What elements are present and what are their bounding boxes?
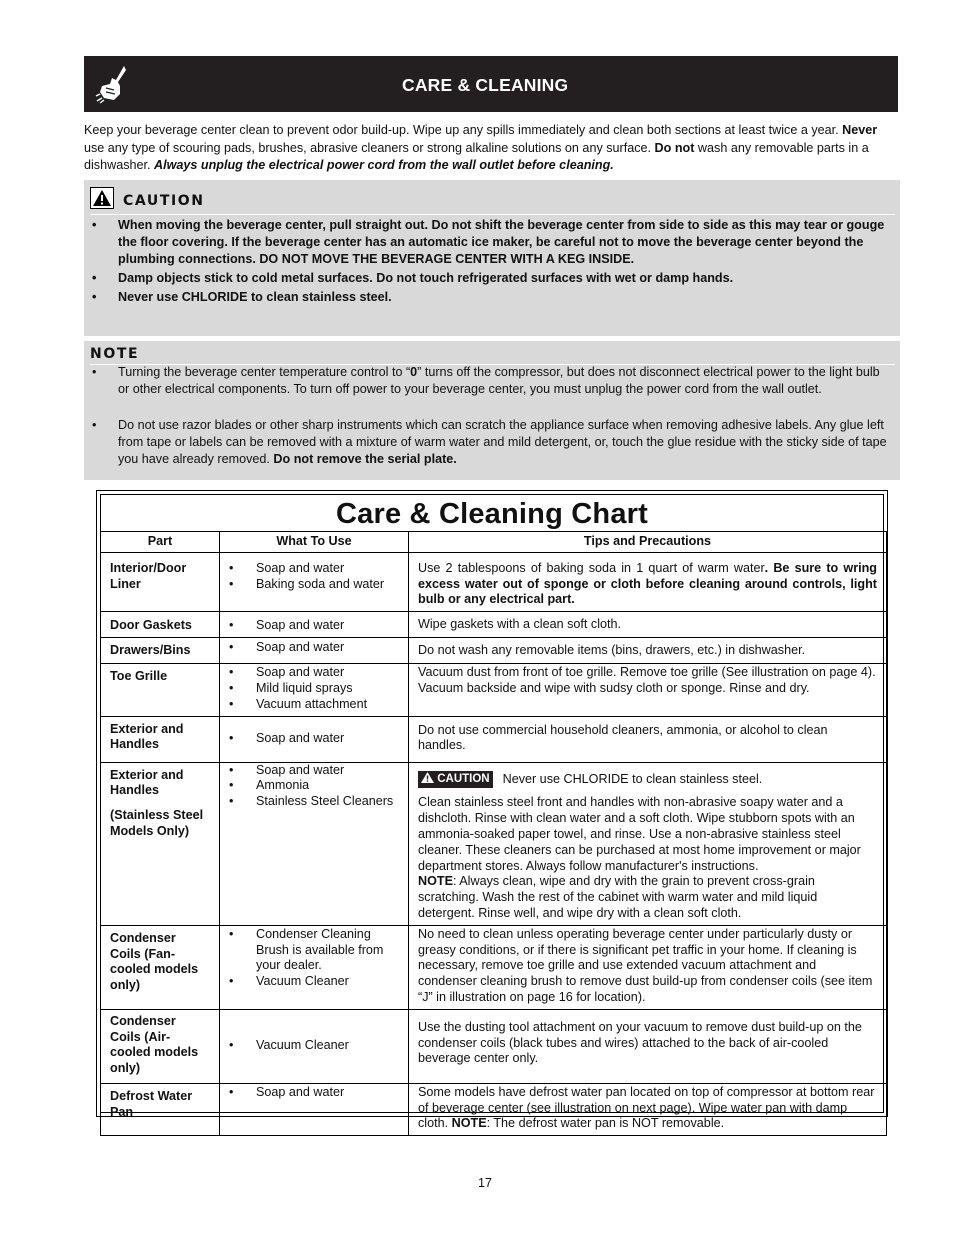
part-cell: Exterior and Handles bbox=[101, 716, 220, 762]
intro-text: use any type of scouring pads, brushes, abrasive cleaners or strong alkaline solutions on any surface. bbox=[84, 140, 655, 155]
use-cell: • Soap and water • Mild liquid sprays • Vacuum attachment bbox=[220, 664, 409, 716]
use-cell: • Soap and water bbox=[220, 716, 409, 762]
tips-cell: Wipe gaskets with a clean soft cloth. bbox=[409, 612, 887, 638]
tips-cell: Do not use commercial household cleaners, ammonia, or alcohol to clean handles. bbox=[409, 716, 887, 762]
table-header-row bbox=[101, 532, 887, 553]
intro-text: wash any removable parts in a dishwasher. bbox=[84, 140, 869, 172]
column-header: Tips and Precautions bbox=[409, 532, 887, 553]
caution-item: • Damp objects stick to cold metal surfaces. Do not touch refrigerated surfaces with wet or damp hands. bbox=[92, 271, 734, 285]
table-row bbox=[101, 1009, 887, 1083]
use-cell: • Soap and water bbox=[220, 1083, 409, 1135]
part-cell: Condenser Coils (Air-cooled models only) bbox=[101, 1009, 220, 1083]
use-cell: • Soap and water • Ammonia • Stainless Steel Cleaners bbox=[220, 762, 409, 925]
note-heading bbox=[90, 344, 895, 365]
section-header bbox=[84, 56, 898, 112]
caution-badge: CAUTION bbox=[418, 771, 493, 789]
caution-item: • Never use CHLORIDE to clean stainless steel. bbox=[92, 290, 392, 304]
caution-label: CAUTION bbox=[123, 193, 205, 209]
part-cell: Interior/Door Liner bbox=[101, 552, 220, 611]
column-header: What To Use bbox=[220, 532, 409, 553]
care-cleaning-chart bbox=[96, 490, 888, 1131]
page-number: 17 bbox=[477, 1176, 492, 1190]
tips-cell: Do not wash any removable items (bins, drawers, etc.) in dishwasher. bbox=[409, 638, 887, 664]
intro-bold: Never bbox=[842, 123, 878, 137]
intro-text: Keep your beverage center clean to prevent odor build-up. Wipe up any spills immediately and clean both sections at least twice a year. bbox=[84, 123, 843, 137]
tips-cell: CAUTION Never use CHLORIDE to clean stainless steel. Clean stainless steel front and handles with non-abrasive soapy water and a dishcloth. Rinse with clean water and a soft cloth. Wipe stubborn spots with an ammonia-soaked paper towel, and rinse. Use a non-abrasive stainless steel cleaner. These cleaners can be purchased at most home improvement or major department stores. Always follow manufacturer's instructions. NOTE: Always clean, wipe and dry with the grain to prevent cross-grain scratching. Wash the rest of the cabinet with warm water and mild liquid detergent. Rinse well, and wipe dry with a clean soft cloth. bbox=[409, 762, 887, 925]
use-cell: • Vacuum Cleaner bbox=[220, 1009, 409, 1083]
part-cell: Door Gaskets bbox=[101, 612, 220, 638]
warning-triangle-icon bbox=[421, 772, 434, 783]
care-cleaning-table bbox=[100, 531, 887, 1136]
table-row bbox=[101, 1083, 887, 1135]
use-cell: • Soap and water • Baking soda and water bbox=[220, 552, 409, 611]
tips-cell: Some models have defrost water pan located on top of compressor at bottom rear of beverage center (see illustration on next page). Wipe water pan with damp cloth. NOTE: The defrost water pan is NOT removable. bbox=[409, 1083, 887, 1135]
table-row bbox=[101, 664, 887, 716]
table-row bbox=[101, 612, 887, 638]
intro-paragraph bbox=[84, 122, 900, 175]
note-item: • Do not use razor blades or other sharp instruments which can scratch the appliance surface when removing adhesive labels. Any glue left from tape or labels can be removed with a mixture of warm water and mild detergent, or, touch the glue residue with the sticky side of tape you have already removed. Do not remove the serial plate. bbox=[92, 418, 887, 466]
note-item: • Turning the beverage center temperature control to “0” turns off the compressor, but does not disconnect electrical power to the light bulb or other electrical components. To turn off power to your beverage center, you must unplug the power cord from the wall outlet. bbox=[92, 365, 880, 396]
caution-heading bbox=[90, 186, 895, 215]
intro-bold: Do not bbox=[654, 140, 695, 155]
chart-title: Care & Cleaning Chart bbox=[336, 498, 648, 530]
use-cell: • Soap and water bbox=[220, 612, 409, 638]
tips-cell: Use the dusting tool attachment on your vacuum to remove dust build-up on the condenser coils (black tubes and wires) attached to the back of air-cooled beverage center only. bbox=[409, 1009, 887, 1083]
part-cell: Drawers/Bins bbox=[101, 638, 220, 664]
column-header: Part bbox=[101, 532, 220, 553]
tips-cell: Use 2 tablespoons of baking soda in 1 quart of warm water. Be sure to wring excess water out of sponge or cloth before cleaning around controls, light bulb or any electrical part. bbox=[409, 552, 887, 611]
use-cell: • Condenser Cleaning Brush is available from your dealer. • Vacuum Cleaner bbox=[220, 925, 409, 1009]
note-label: NOTE bbox=[90, 346, 140, 362]
note-box bbox=[84, 341, 900, 480]
tips-cell: Vacuum dust from front of toe grille. Remove toe grille (See illustration on page 4). Vacuum backside and wipe with sudsy cloth or sponge. Rinse and dry. bbox=[409, 664, 887, 716]
caution-item: • When moving the beverage center, pull straight out. Do not shift the beverage center from side to side as this may tear or gouge the floor covering. If the beverage center has an automatic ice maker, be careful not to move the beverage center beyond the plumbing connections. DO NOT MOVE THE BEVERAGE CENTER WITH A KEG INSIDE. bbox=[92, 218, 885, 266]
table-row bbox=[101, 552, 887, 611]
part-cell: Defrost Water Pan bbox=[101, 1083, 220, 1135]
part-cell: Toe Grille bbox=[101, 664, 220, 716]
table-row bbox=[101, 716, 887, 762]
section-title: CARE & CLEANING bbox=[402, 75, 569, 95]
table-row bbox=[101, 638, 887, 664]
cleaning-hand-icon bbox=[94, 64, 130, 104]
tips-cell: No need to clean unless operating beverage center under particularly dusty or greasy conditions, or if there is significant pet traffic in your home. If cleaning is necessary, remove toe grille and use extended vacuum attachment and condenser cleaning brush to remove dust build-up from condenser coils (see item “J” in illustration on page 16 for location). bbox=[409, 925, 887, 1009]
table-row bbox=[101, 762, 887, 925]
table-row bbox=[101, 925, 887, 1009]
part-cell: Condenser Coils (Fan-cooled models only) bbox=[101, 925, 220, 1009]
intro-warning: Always unplug the electrical power cord from the wall outlet before cleaning. bbox=[154, 158, 614, 172]
caution-box bbox=[84, 180, 900, 336]
use-cell: • Soap and water bbox=[220, 638, 409, 664]
warning-triangle-icon bbox=[90, 187, 114, 209]
part-cell: Exterior and Handles (Stainless Steel Models Only) bbox=[101, 762, 220, 925]
